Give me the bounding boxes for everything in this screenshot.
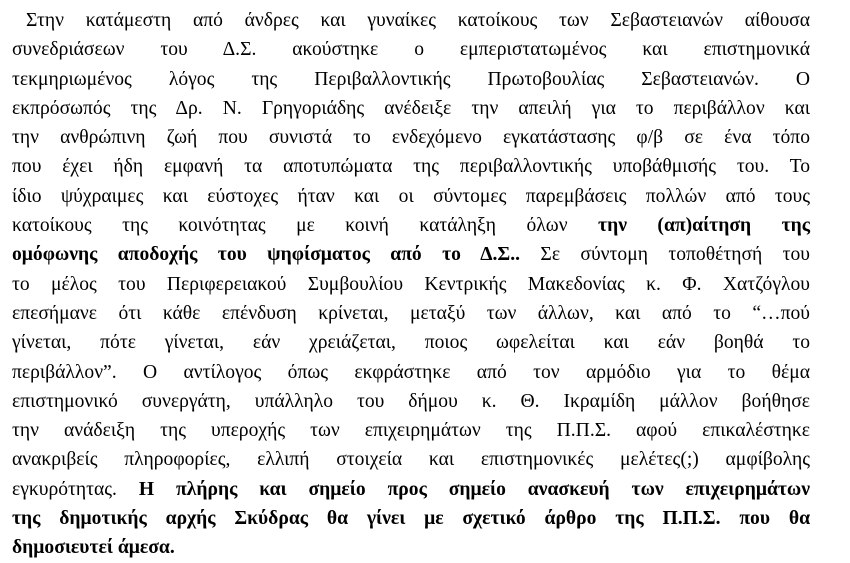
text-run: συνεδριάσεων του Δ.Σ. ακούστηκε ο εμπεριστατωμένος και επιστημονικά bbox=[12, 39, 810, 61]
text-run: περιβάλλον”. Ο αντίλογος όπως εκφράστηκε από τον αρμόδιο για το θέμα bbox=[12, 361, 810, 383]
text-run: γίνεται, πότε γίνεται, εάν χρειάζεται, ποιος ωφελείται και εάν βοηθά το bbox=[12, 332, 810, 354]
text-line bbox=[12, 358, 810, 387]
text-line bbox=[12, 35, 810, 64]
text-line bbox=[12, 211, 810, 240]
text-run: το μέλος του Περιφερειακού Συμβουλίου Κεντρικής Μακεδονίας κ. Φ. Χατζόγλου bbox=[12, 273, 810, 295]
document-page bbox=[12, 6, 810, 563]
text-run: που έχει ήδη εμφανή τα αποτυπώματα της περιβαλλοντικής υποβάθμισής του. Το bbox=[12, 156, 810, 178]
text-run: ανακριβείς πληροφορίες, ελλιπή στοιχεία και επιστημονικές μελέτες(;) αμφίβολης bbox=[12, 449, 810, 471]
bold-text-run: Η πλήρης και σημείο προς σημείο ανασκευή των επιχειρημάτων bbox=[138, 478, 810, 500]
text-run: Σε σύντομη τοποθέτησή του bbox=[520, 244, 811, 266]
text-line bbox=[12, 94, 810, 123]
text-run: εκπρόσωπός της Δρ. Ν. Γρηγοριάδης ανέδειξε την απειλή για το περιβάλλον και bbox=[12, 97, 810, 119]
text-line bbox=[12, 182, 810, 211]
text-line bbox=[12, 240, 810, 269]
text-run: κατοίκους της κοινότητας με κοινή κατάληξη όλων bbox=[12, 215, 599, 237]
bold-text-run: την (απ)αίτηση της bbox=[598, 215, 810, 237]
bold-text-run: της δημοτικής αρχής Σκύδρας θα γίνει με σχετικό άρθρο της Π.Π.Σ. που θα bbox=[12, 508, 810, 530]
text-line bbox=[12, 328, 810, 357]
bold-text-run: ομόφωνης αποδοχής του ψηφίσματος από το Δ.Σ.. bbox=[12, 244, 521, 266]
text-run: την ανθρώπινη ζωή που συνιστά το ενδεχόμενο εγκατάστασης φ/β σε ένα τόπο bbox=[12, 127, 810, 149]
text-line bbox=[12, 270, 810, 299]
text-line bbox=[12, 152, 810, 181]
text-run: τεκμηριωμένος λόγος της Περιβαλλοντικής Πρωτοβουλίας Σεβαστειανών. Ο bbox=[12, 68, 810, 90]
text-run: Στην κατάμεστη από άνδρες και γυναίκες κατοίκους των Σεβαστειανών αίθουσα bbox=[26, 10, 810, 31]
text-run: επεσήμανε ότι κάθε επένδυση κρίνεται, μεταξύ των άλλων, και από το “…πού bbox=[12, 302, 810, 324]
text-run: εγκυρότητας. bbox=[12, 478, 139, 500]
text-run: επιστημονικό συνεργάτη, υπάλληλο του δήμου κ. Θ. Ικραμίδη μάλλον βοήθησε bbox=[12, 390, 810, 412]
text-line bbox=[12, 416, 810, 445]
article-paragraph bbox=[12, 6, 810, 563]
bold-text-run: δημοσιευτεί άμεσα. bbox=[12, 537, 175, 559]
text-line bbox=[12, 387, 810, 416]
text-line bbox=[12, 533, 810, 562]
text-line bbox=[12, 299, 810, 328]
text-line bbox=[12, 123, 810, 152]
text-line bbox=[12, 504, 810, 533]
text-line bbox=[12, 6, 810, 35]
text-line bbox=[12, 475, 810, 504]
text-run: ίδιο ψύχραιμες και εύστοχες ήταν και οι σύντομες παρεμβάσεις πολλών από τους bbox=[12, 185, 810, 207]
text-line bbox=[12, 445, 810, 474]
text-run: την ανάδειξη της υπεροχής των επιχειρημάτων της Π.Π.Σ. αφού επικαλέστηκε bbox=[12, 420, 810, 442]
text-line bbox=[12, 65, 810, 94]
